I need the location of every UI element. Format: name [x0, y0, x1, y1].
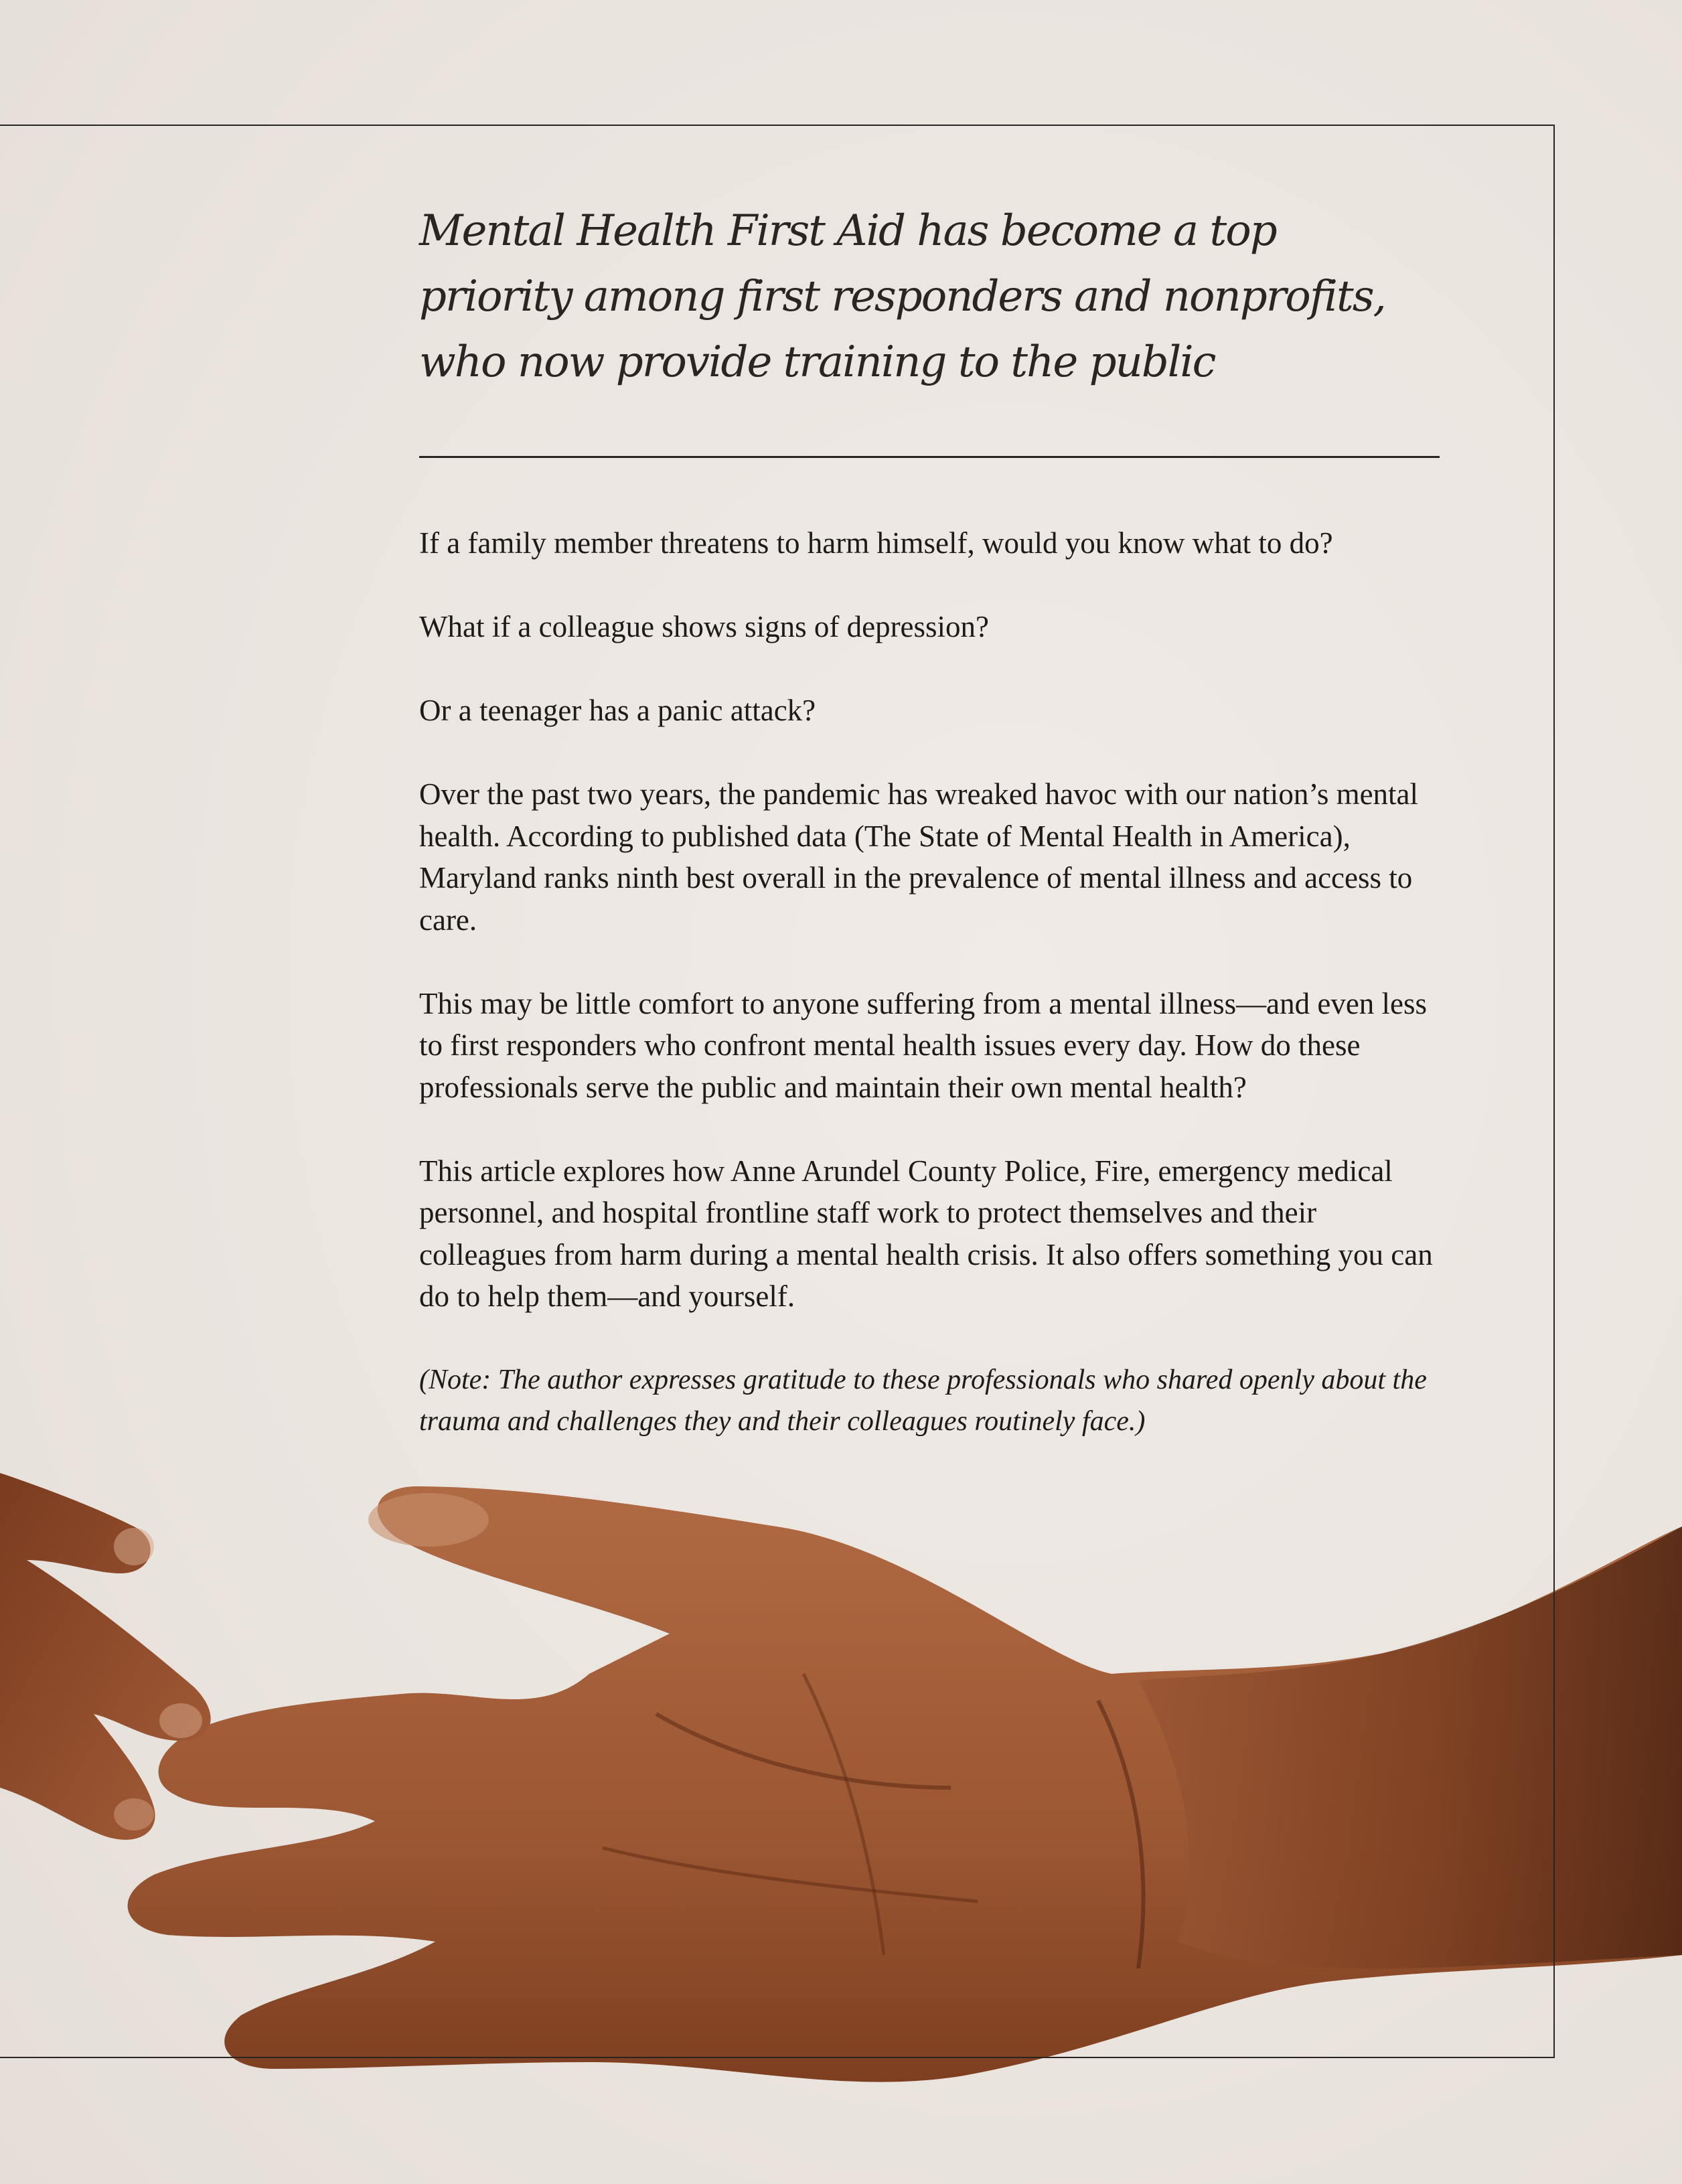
- pull-quote: Mental Health First Aid has become a top priority among first responders and nonprofits, who now provide training to the public: [419, 206, 1385, 387]
- divider-rule: [419, 456, 1440, 458]
- paragraph: Over the past two years, the pandemic has wreaked havoc with our nation’s mental health. According to published data (The State of Mental Health in America), Maryland ranks ninth best overall in the prevalence of mental illness and access to care.: [419, 777, 1419, 937]
- paragraph: Or a teenager has a panic attack?: [419, 694, 816, 727]
- paragraph: If a family member threatens to harm himself, would you know what to do?: [419, 526, 1333, 560]
- paragraph: This may be little comfort to anyone suffering from a mental illness—and even less to first responders who confront mental health issues every day. How do these professionals serve the public and maintain their own mental health?: [419, 986, 1428, 1104]
- body-copy: [419, 522, 1440, 1442]
- author-note: (Note: The author expresses gratitude to these professionals who shared openly about the trauma and challenges they and their colleagues routinely face.): [419, 1364, 1427, 1437]
- paragraph: What if a colleague shows signs of depression?: [419, 610, 990, 643]
- article: [419, 198, 1440, 1437]
- paragraph: This article explores how Anne Arundel County Police, Fire, emergency medical personnel, and hospital frontline staff work to protect themselves and their colleagues from harm during a mental health crisis. It also offers something you can do to help them—and yourself.: [419, 1154, 1433, 1313]
